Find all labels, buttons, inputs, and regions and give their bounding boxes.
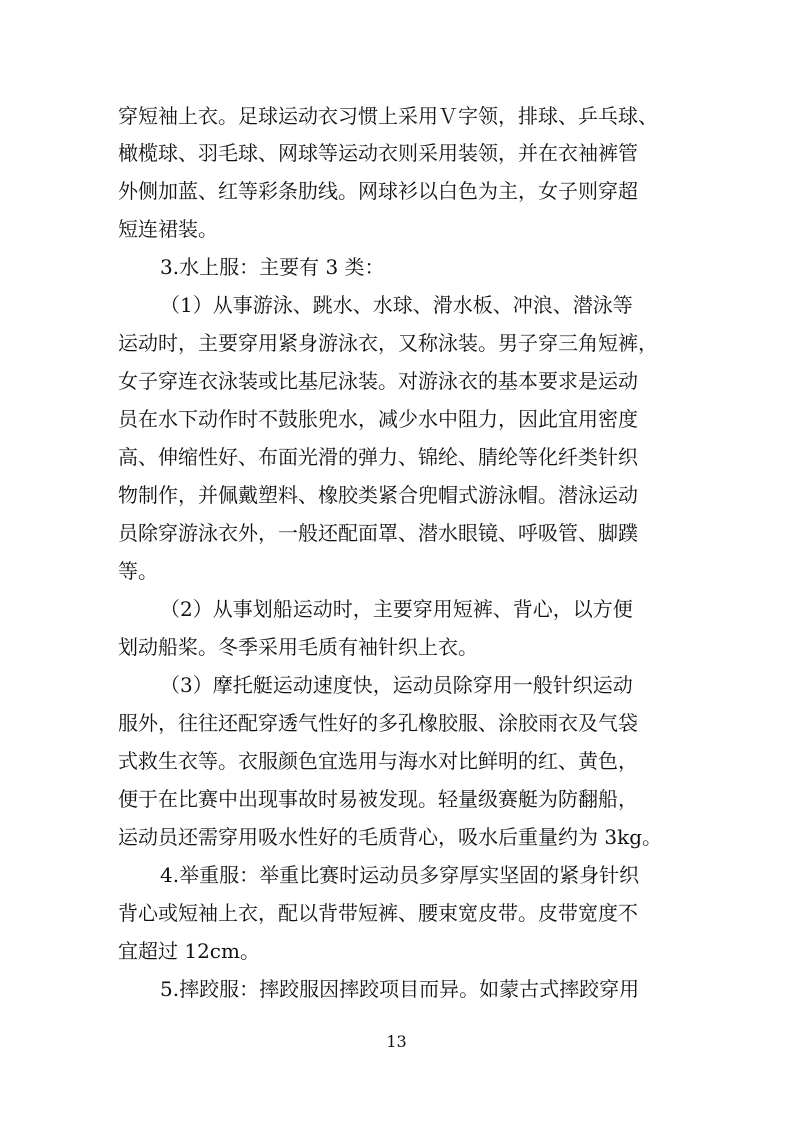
body-text-line: （2）从事划船运动时，主要穿用短裤、背心，以方便 xyxy=(160,597,633,621)
body-text-line: 划动船桨。冬季采用毛质有袖针织上衣。 xyxy=(118,635,478,659)
body-text-line: 运动员还需穿用吸水性好的毛质背心，吸水后重量约为 3kg。 xyxy=(118,825,663,849)
body-text-line: 外侧加蓝、红等彩条肋线。网球衫以白色为主，女子则穿超 xyxy=(118,179,638,203)
body-text-line: 运动时，主要穿用紧身游泳衣，又称泳装。男子穿三角短裤， xyxy=(118,331,658,355)
body-text-line: 便于在比赛中出现事故时易被发现。轻量级赛艇为防翻船， xyxy=(118,787,638,811)
body-text-line: 高、伸缩性好、布面光滑的弹力、锦纶、腈纶等化纤类针织 xyxy=(118,445,638,469)
section-heading-water-wear: 3.水上服：主要有 3 类： xyxy=(160,255,385,279)
body-text-line: 宜超过 12cm。 xyxy=(118,939,260,963)
body-text-line: 服外，往往还配穿透气性好的多孔橡胶服、涂胶雨衣及气袋 xyxy=(118,711,638,735)
body-text-line: 式救生衣等。衣服颜色宜选用与海水对比鲜明的红、黄色， xyxy=(118,749,638,773)
body-text-line: 员在水下动作时不鼓胀兜水，减少水中阻力，因此宜用密度 xyxy=(118,407,638,431)
page-number: 13 xyxy=(386,1032,407,1051)
body-text-line: 员除穿游泳衣外，一般还配面罩、潜水眼镜、呼吸管、脚蹼 xyxy=(118,521,638,545)
body-text-line: 背心或短袖上衣，配以背带短裤、腰束宽皮带。皮带宽度不 xyxy=(118,901,638,925)
section-heading-weightlifting-wear: 4.举重服：举重比赛时运动员多穿厚实坚固的紧身针织 xyxy=(160,863,640,887)
body-text-line: 女子穿连衣泳装或比基尼泳装。对游泳衣的基本要求是运动 xyxy=(118,369,638,393)
body-text-line: （1）从事游泳、跳水、水球、滑水板、冲浪、潜泳等 xyxy=(160,293,633,317)
body-text-line: 橄榄球、羽毛球、网球等运动衣则采用装领，并在衣袖裤管 xyxy=(118,141,638,165)
section-heading-wrestling-wear: 5.摔跤服：摔跤服因摔跤项目而异。如蒙古式摔跤穿用 xyxy=(160,977,640,1001)
body-text-line: 等。 xyxy=(118,559,158,583)
body-text-line: 短连裙装。 xyxy=(118,217,218,241)
body-text-line: （3）摩托艇运动速度快，运动员除穿用一般针织运动 xyxy=(160,673,633,697)
body-text-line: 穿短袖上衣。足球运动衣习惯上采用Ｖ字领，排球、乒乓球、 xyxy=(118,104,658,128)
body-text-line: 物制作，并佩戴塑料、橡胶类紧合兜帽式游泳帽。潜泳运动 xyxy=(118,483,638,507)
